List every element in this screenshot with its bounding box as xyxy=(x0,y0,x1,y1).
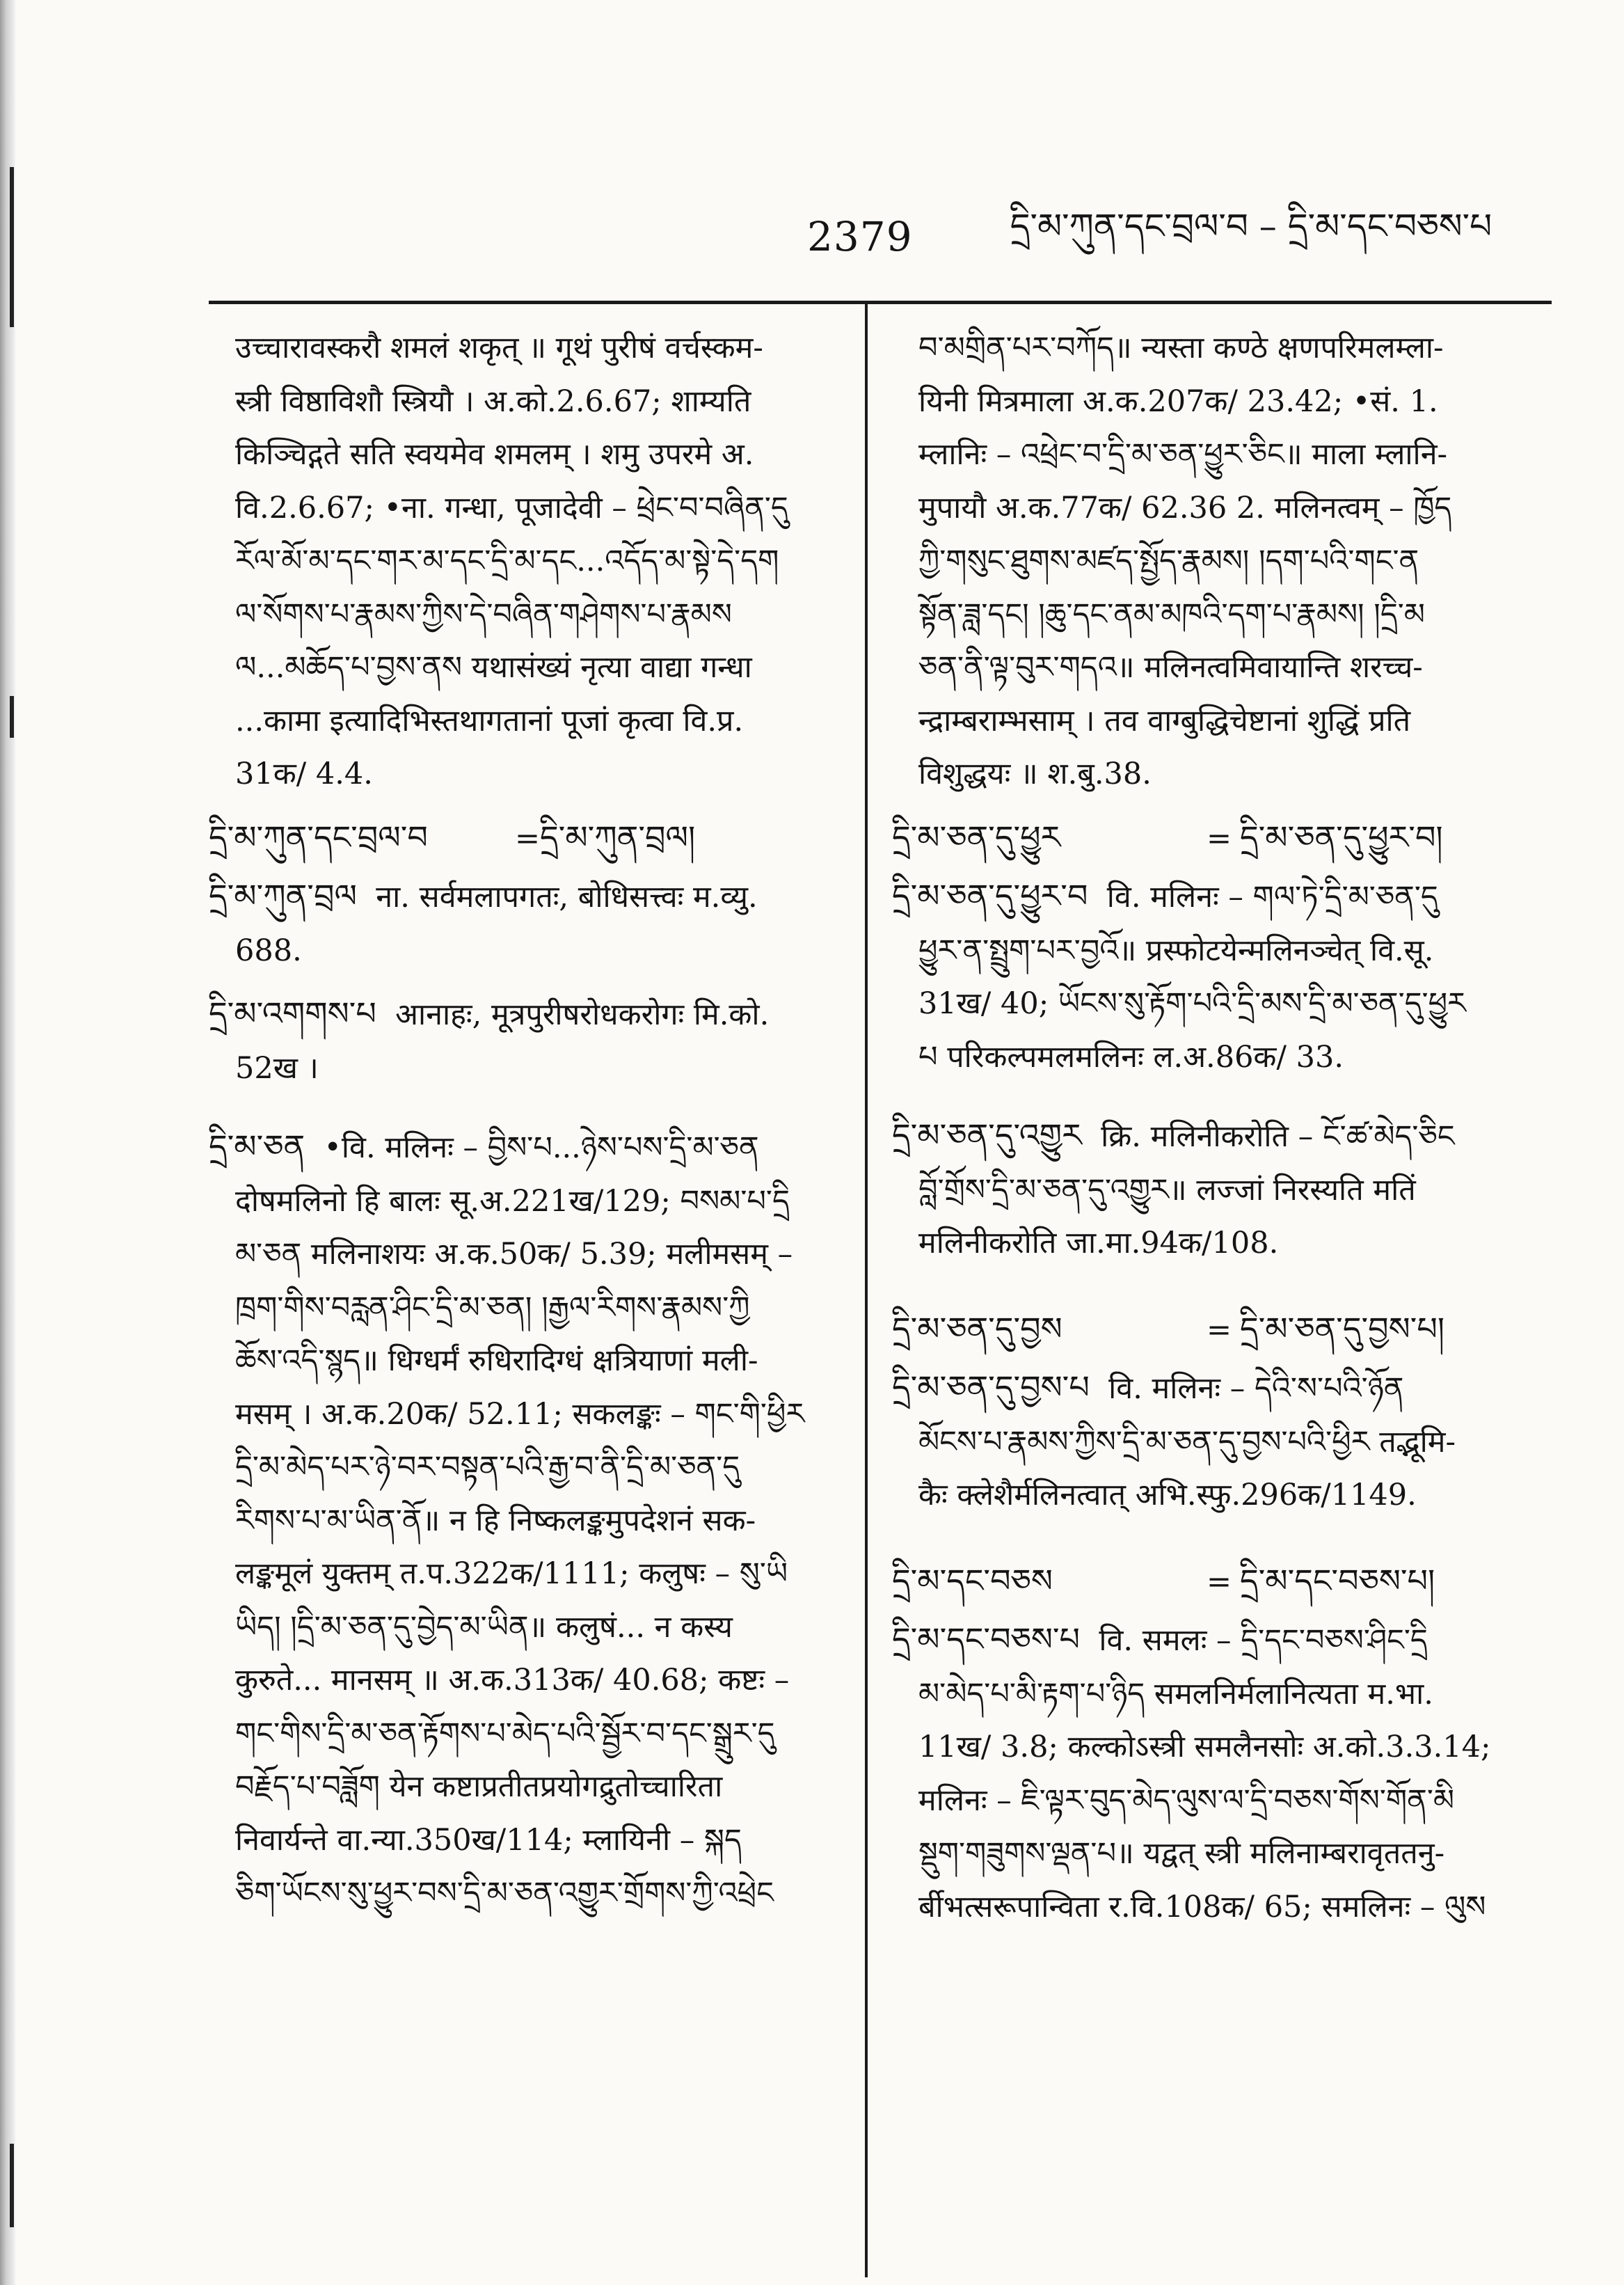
text-line: སྟོན་ཟླ་དང། །ཆུ་དང་ནམ་མཁའི་དག་པ་རྣམས། །དྲི་མ xyxy=(918,596,1425,632)
headword: དྲི་མ་ཅན་དུ་བྱས xyxy=(892,1309,1062,1347)
scan-mark xyxy=(10,2144,14,2227)
page-header xyxy=(807,205,1545,268)
equals-sign: = xyxy=(1206,821,1232,856)
guide-words: དྲི་མ་ཀུན་དང་བྲལ་བ – དྲི་མ་དང་བཅས་པ xyxy=(1010,206,1492,246)
text-line: ཡིད། །དྲི་མ་ཅན་དུ་བྱེད་མ་ཡིན॥ कलुषं... न कस्य xyxy=(235,1609,733,1645)
equals-sign: = xyxy=(1206,1312,1232,1347)
definition: क्रि. मलिनीकरोति – ངོ་ཚ་མེད་ཅིང xyxy=(1101,1119,1455,1154)
headword: དྲི་མ་ཅན་དུ་ཕྱུར་བ xyxy=(892,877,1088,915)
text-line: ལ་སོགས་པ་རྣམས་ཀྱིས་དེ་བཞིན་གཤེགས་པ་རྣམས xyxy=(235,596,732,632)
headword: དྲི་མ་འགགས་པ xyxy=(209,995,376,1032)
text-line: उच्चारावस्करौ शमलं शकृत् ॥ गूथं पुरीषं वर्चस्कम- xyxy=(235,331,763,365)
cross-reference: དྲི་མ་དང་བཅས་པ། xyxy=(1240,1561,1435,1599)
definition: ना. सर्वमलापगतः, बोधिसत्त्वः म.व्यु. xyxy=(376,880,758,915)
cross-reference-entry xyxy=(892,1554,1546,1609)
cross-reference: དྲི་མ་ཅན་དུ་བྱས་པ། xyxy=(1240,1309,1445,1347)
dictionary-entry xyxy=(209,1120,835,1920)
left-column xyxy=(209,322,835,1930)
text-line: मलिनीकरोति जा.मा.94क/108. xyxy=(918,1226,1279,1260)
text-line: སྡུག་གཟུགས་ལྡན་པ॥ यद्वत् स्त्री मलिनाम्बरावृततनु- xyxy=(918,1836,1445,1871)
dictionary-entry xyxy=(892,1361,1546,1522)
text-line: लङ्कमूलं युक्तम् त.प.322क/1111; कलुषः – སུ་ཡི xyxy=(235,1556,788,1591)
dictionary-entry xyxy=(892,1613,1546,1934)
text-line: कैः क्लेशैर्मलिनत्वात् अभि.स्फु.296क/1149. xyxy=(918,1478,1417,1512)
text-line: दोषमलिनो हि बालः सू.अ.221ख/129; བསམ་པ་དྲི xyxy=(235,1183,790,1219)
text-line: ...कामा इत्यादिभिस्तथागतानां पूजां कृत्वा वि.प्र. xyxy=(235,703,744,738)
text-line: བརྗོད་པ་བཟློག येन कष्टाप्रतीतप्रयोगद्रुतोच्चारिता xyxy=(235,1769,723,1804)
text-line: ཕྱུར་ན་སྤྲུག་པར་བྱའོ॥ प्रस्फोटयेन्मलिनञ्चेत् वि.सू. xyxy=(918,933,1434,968)
definition: आनाहः, मूत्रपुरीषरोधकरोगः मि.को. xyxy=(395,997,770,1032)
text-line: वि.2.6.67; •ना. गन्धा, पूजादेवी – ཕྲེང་བ་བཞིན་དུ xyxy=(235,490,788,525)
headword: དྲི་མ་དང་བཅས xyxy=(892,1561,1053,1599)
continued-entry xyxy=(892,322,1546,801)
cross-reference-entry xyxy=(209,811,835,866)
cross-reference-entry xyxy=(892,811,1546,866)
text-line: विशुद्धयः ॥ श.बु.38. xyxy=(918,757,1152,791)
equals-sign: = xyxy=(1206,1564,1232,1599)
text-line: यिनी मित्रमाला अ.क.207क/ 23.42; •सं. 1. xyxy=(918,384,1438,419)
text-line: ཆོས་འདི་སྙད॥ धिग्धर्मं रुधिरादिग्धं क्षत्रियाणां मली- xyxy=(235,1343,758,1378)
dictionary-entry xyxy=(892,1109,1546,1270)
text-line: मलिनः – ཇི་ལྟར་བུད་མེད་ལུས་ལ་དྲི་བཅས་གོས་གོན་མི xyxy=(918,1782,1455,1818)
text-line: मुपायौ अ.क.77क/ 62.36 2. मलिनत्वम् – ཁྱོད xyxy=(918,490,1452,525)
text-line: རོལ་མོ་མ་དང་གར་མ་དང་དྲི་མ་དང...འདོད་མ་སྟེ་དེ་དག xyxy=(235,544,779,578)
page-number: 2379 xyxy=(807,213,913,260)
text-line: མ་ཅན मलिनाशयः अ.क.50क/ 5.39; मलीमसम् – xyxy=(235,1237,793,1272)
text-line: མ་མེད་པ་མི་རྟག་པ་ཉིད समलनिर्मलानित्यता म.भा. xyxy=(918,1676,1433,1711)
text-line: मसम् । अ.क.20क/ 52.11; सकलङ्कः – གང་གི་ཕྱིར xyxy=(235,1396,805,1432)
text-line: བ་མགྲིན་པར་བཀོད॥ न्यस्ता कण्ठे क्षणपरिमलम्ला- xyxy=(918,331,1444,365)
definition: वि. मलिनः – དེའི་ས་པའི་ཉོན xyxy=(1108,1371,1404,1406)
text-line: 52ख । xyxy=(235,1050,319,1086)
text-line: གང་གིས་དྲི་མ་ཅན་རྟོགས་པ་མེད་པའི་སྦྱོར་བ་དང་སྒྲུར་དུ xyxy=(235,1716,775,1751)
headword: དྲི་མ་ཅན་དུ་ཕྱུར xyxy=(892,818,1061,856)
scan-mark xyxy=(10,696,14,738)
right-column xyxy=(892,322,1546,1943)
headword: དྲི་མ་ཀུན་དང་བྲལ་བ xyxy=(209,818,428,856)
text-line: निवार्यन्ते वा.न्या.350ख/114; म्लायिनी – སྐད xyxy=(235,1822,742,1858)
text-line: किञ्चिद्गते सति स्वयमेव शमलम् । शमु उपरमे अ. xyxy=(235,437,754,472)
cross-reference-entry xyxy=(892,1302,1546,1357)
text-line: ཅིག་ཡོངས་སུ་ཕྱུར་བས་དྲི་མ་ཅན་འགྱུར་གྲོགས་ཀྱི་འཕྲེང xyxy=(235,1876,774,1911)
text-line: ཁྲག་གིས་བརླན་ཤིང་དྲི་མ་ཅན། །རྒྱལ་རིགས་རྣམས་ཀྱི xyxy=(235,1290,750,1325)
scan-mark xyxy=(10,167,14,327)
text-line: ཀྱི་གསུང་ཐུགས་མཛད་སྤྱོད་རྣམས། །དག་པའི་གང་ན xyxy=(918,544,1419,578)
headword: དྲི་མ་ཀུན་བྲལ xyxy=(209,877,357,915)
cross-reference: དྲི་མ་ཀུན་བྲལ། xyxy=(540,818,696,856)
header-rule xyxy=(209,301,1552,304)
equals-sign: = xyxy=(515,821,541,856)
dictionary-entry xyxy=(209,869,835,977)
text-line: कुरुते... मानसम् ॥ अ.क.313क/ 40.68; कष्टः – xyxy=(235,1663,790,1698)
text-line: न्द्राम्बराम्भसाम् । तव वाग्बुद्धिचेष्टानां शुद्धिं प्रति xyxy=(918,703,1411,738)
definition: •वि. मलिनः – བྱིས་པ...ཉེས་པས་དྲི་མ་ཅན xyxy=(324,1130,759,1165)
scan-edge xyxy=(0,0,15,2285)
text-line: स्त्री विष्ठाविशौ स्त्रियौ । अ.को.2.6.67; शाम्यति xyxy=(235,384,751,419)
dictionary-entry xyxy=(209,987,835,1095)
text-line: 31ख/ 40; ཡོངས་སུ་རྟོག་པའི་དྲི་མས་དྲི་མ་ཅན་དུ་ཕྱུར xyxy=(918,986,1466,1021)
column-divider xyxy=(865,301,868,2277)
text-line: མོངས་པ་རྣམས་ཀྱིས་དྲི་མ་ཅན་དུ་བྱས་པའི་ཕྱིར तद्भूमि- xyxy=(918,1424,1456,1460)
continued-entry xyxy=(209,322,835,801)
headword: དྲི་མ་དང་བཅས་པ xyxy=(892,1620,1081,1658)
headword: དྲི་མ་ཅན་དུ་བྱས་པ xyxy=(892,1368,1090,1406)
dictionary-entry xyxy=(892,869,1546,1084)
headword: དྲི་མ་ཅན་དུ་འགྱུར xyxy=(892,1116,1082,1154)
text-line: ཅན་ནི་ལྟ་བུར་གདའ॥ मलिनत्वमिवायान्ति शरच्च- xyxy=(918,650,1423,685)
text-line: རིགས་པ་མ་ཡིན་ནོ॥ न हि निष्कलङ्कमुपदेशनं सक- xyxy=(235,1503,756,1538)
cross-reference: དྲི་མ་ཅན་དུ་ཕྱུར་བ། xyxy=(1240,818,1443,856)
text-line: र्बीभत्सरूपान्विता र.वि.108क/ 65; समलिनः – ལུས xyxy=(918,1889,1486,1924)
headword: དྲི་མ་ཅན xyxy=(209,1128,305,1165)
text-line: ལ...མཆོད་པ་བྱས་ནས यथासंख्यं नृत्या वाद्या गन्धा xyxy=(235,650,752,685)
definition: वि. समलः – དྲི་དང་བཅས་ཤིང་དྲི xyxy=(1099,1623,1428,1658)
text-line: པ परिकल्पमलमलिनः ल.अ.86क/ 33. xyxy=(918,1039,1344,1075)
text-line: དྲི་མ་མེད་པར་ཉེ་བར་བསྟན་པའི་རྒྱ་བ་ནི་དྲི་མ་ཅན་དུ xyxy=(235,1450,740,1485)
text-line: 688. xyxy=(235,933,302,968)
text-line: བློ་གྲོས་དྲི་མ་ཅན་དུ་འགྱུར॥ लज्जां निरस्यति मतिं xyxy=(918,1172,1416,1208)
text-line: म्लानिः – འཕྲེང་བ་དྲི་མ་ཅན་ཕྱུར་ཅིང॥ माला म्लानि- xyxy=(918,437,1448,472)
text-line: 11ख/ 3.8; कल्कोऽस्त्री समलैनसोः अ.को.3.3.14; xyxy=(918,1730,1491,1764)
definition: वि. मलिनः – གལ་ཏེ་དྲི་མ་ཅན་དུ xyxy=(1106,880,1438,915)
text-line: 31क/ 4.4. xyxy=(235,757,373,791)
